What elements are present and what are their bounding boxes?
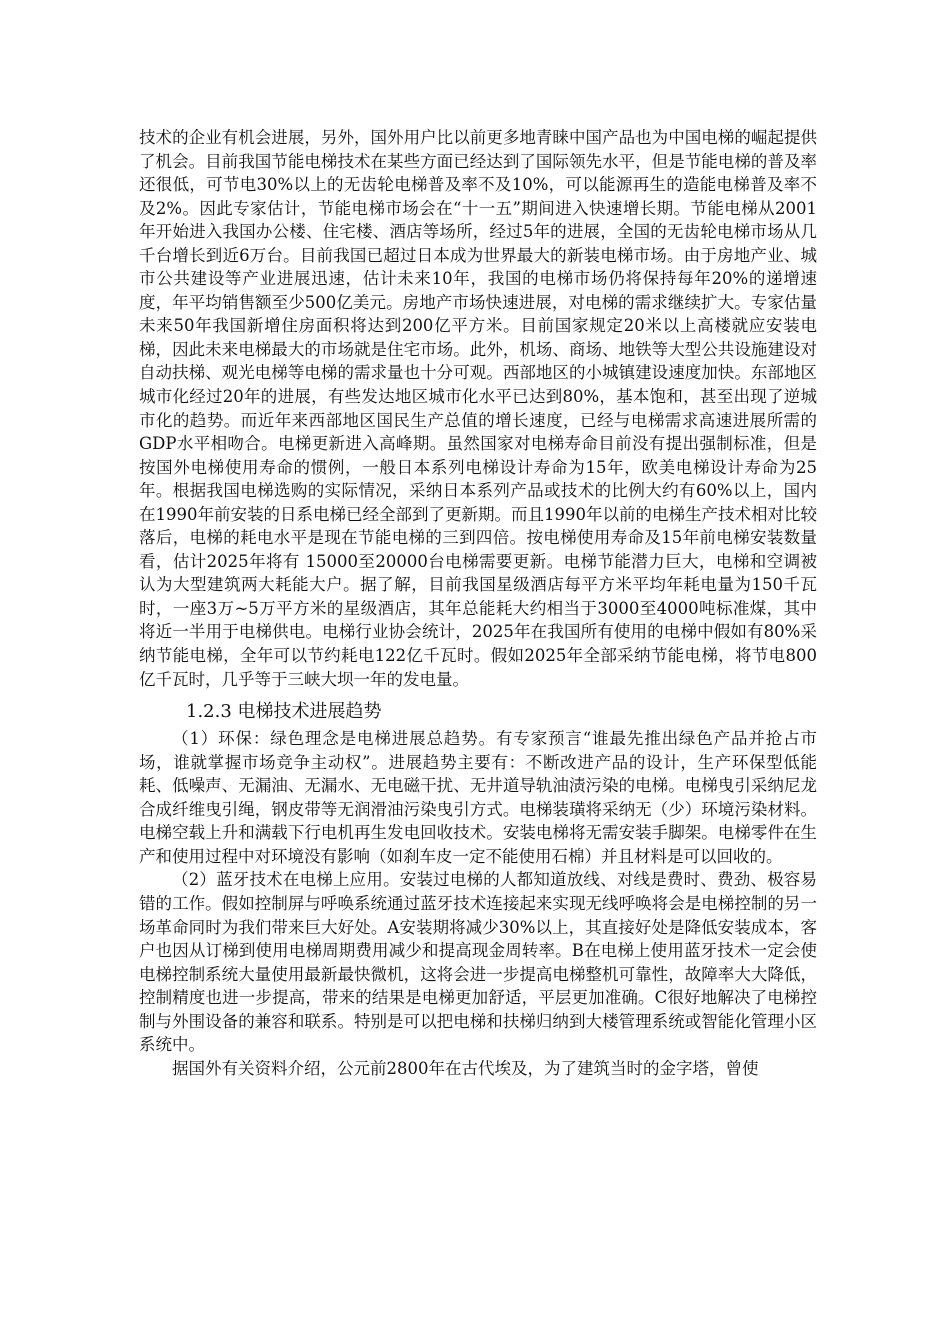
section-heading: 1.2.3 电梯技术进展趋势 <box>186 701 382 723</box>
paragraph-market-outlook: 技术的企业有机会进展，另外，国外用户比以前更多地青睐中国产品也为中国电梯的崛起提供了机会。目前我国节能电梯技术在某些方面已经达到了国际领先水平，但是节能电梯的普及率还很低，可节电30%以上的无齿轮电梯普及率不及10%，可以能源再生的造能电梯普及率不及2%。因此专家估计，节能电梯市场会在“十一五”期间进入快速增长期。节能电梯从2001年开始进入我国办公楼、住宅楼、酒店等场所，经过5年的进展，全国的无齿轮电梯市场从几千台增长到近6万台。目前我国已超过日本成为世界最大的新装电梯市场。由于房地产业、城市公共建设等产业进展迅速，估计未来10年，我国的电梯市场仍将保持每年20%的递增速度，年平均销售额至少500亿美元。房地产市场快速进展，对电梯的需求继续扩大。专家估量未来50年我国新增住房面积将达到200亿平方米。目前国家规定20米以上高楼就应安装电梯，因此未来电梯最大的市场就是住宅市场。此外，机场、商场、地铁等大型公共设施建设对自动扶梯、观光电梯等电梯的需求量也十分可观。西部地区的小城镇建设速度加快。东部地区城市化经过20年的进展，有些发达地区城市化水平已达到80%，基本饱和，甚至出现了逆城市化的趋势。而近年来西部地区国民生产总值的增长速度，已经与电梯需求高速进展所需的GDP水平相吻合。电梯更新进入高峰期。虽然国家对电梯寿命目前没有提出强制标准，但是按国外电梯使用寿命的惯例，一般日本系列电梯设计寿命为15年，欧美电梯设计寿命为25年。根据我国电梯选购的实际情况，采纳日本系列产品或技术的比例大约有60%以上，国内在1990年前安装的日系电梯已经全部到了更新期。而且1990年以前的电梯生产技术相对比较落后，电梯的耗电水平是现在节能电梯的三到四倍。按电梯使用寿命及15年前电梯安装数量看，估计2025年将有 15000至20000台电梯需要更新。电梯节能潜力巨大，电梯和空调被认为大型建筑两大耗能大户。据了解，目前我国星级酒店每平方米平均年耗电量为150千瓦时，一座3万~5万平方米的星级酒店，其年总能耗大约相当于3000至4000吨标准煤，其中将近一半用于电梯供电。电梯行业协会统计，2025年在我国所有使用的电梯中假如有80%采纳节能电梯，全年可以节约耗电122亿千瓦时。假如2025年全部采纳节能电梯，将节电800亿千瓦时，几乎等于三峡大坝一年的发电量。 <box>139 128 817 689</box>
paragraph-history: 据国外有关资料介绍，公元前2800年在古代埃及，为了建筑当时的金字塔，曾使 <box>172 1058 759 1078</box>
paragraph-environmental: （1）环保：绿色理念是电梯进展总趋势。有专家预言“谁最先推出绿色产品并抢占市场，谁就掌握市场竞争主动权”。进展趋势主要有：不断改进产品的设计，生产环保型低能耗、低噪声、无漏油、无漏水、无电磁干扰、无井道导轨油渍污染的电梯。电梯曳引采纳尼龙合成纤维曳引绳，钢皮带等无润滑油污染曳引方式。电梯装璜将采纳无（少）环境污染材料。电梯空载上升和满载下行电机再生发电回收技术。安装电梯将无需安装手脚架。电梯零件在生产和使用过程中对环境没有影响（如刹车皮一定不能使用石棉）并且材料是可以回收的。 <box>139 729 817 866</box>
document-body <box>139 126 817 1080</box>
paragraph-bluetooth: （2）蓝牙技术在电梯上应用。安装过电梯的人都知道放线、对线是费时、费劲、极容易错的工作。假如控制屏与呼唤系统通过蓝牙技术连接起来实现无线呼唤将会是电梯控制的另一场革命同时为我们带来巨大好处。A安装期将减少30%以上，其直接好处是降低安装成本，客户也因从订梯到使用电梯周期费用减少和提高现金周转率。B在电梯上使用蓝牙技术一定会使电梯控制系统大量使用最新最快微机，这将会进一步提高电梯整机可靠性，故障率大大降低，控制精度也进一步提高，带来的结果是电梯更加舒适，平层更加准确。C很好地解决了电梯控制与外围设备的兼容和联系。特别是可以把电梯和扶梯归纳到大楼管理系统或智能化管理小区系统中。 <box>139 870 817 1055</box>
